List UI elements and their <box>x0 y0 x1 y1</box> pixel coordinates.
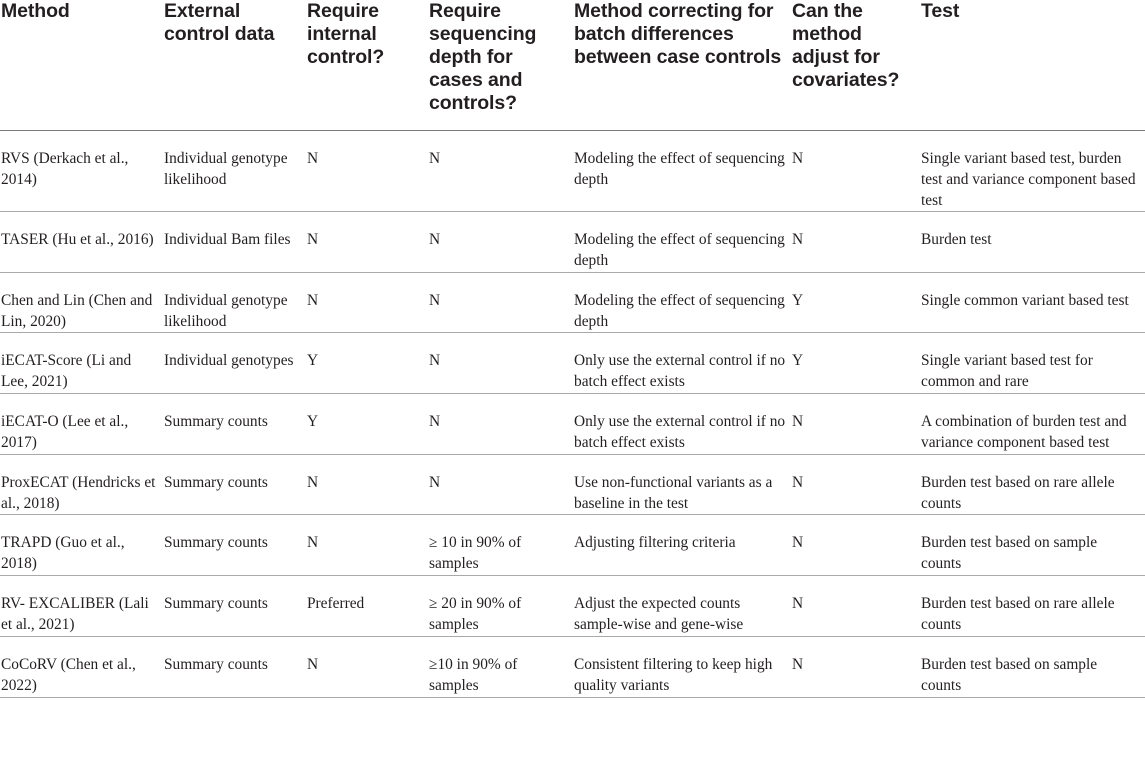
cell-internal-control: N <box>307 515 429 576</box>
cell-batch-correction: Modeling the effect of sequencing depth <box>574 131 792 212</box>
header-adjust-covariates: Can the method adjust for covariates? <box>792 0 921 131</box>
cell-sequencing-depth: N <box>429 131 574 212</box>
cell-sequencing-depth: N <box>429 273 574 333</box>
cell-test: Single variant based test, burden test and variance component based test <box>921 131 1145 212</box>
cell-batch-correction: Only use the external control if no batch effect exists <box>574 333 792 394</box>
cell-external-control: Individual Bam files <box>164 212 307 273</box>
cell-method: iECAT-O (Lee et al., 2017) <box>0 394 164 455</box>
cell-method: CoCoRV (Chen et al., 2022) <box>0 637 164 698</box>
header-require-internal-control: Require internal control? <box>307 0 429 131</box>
table-row <box>0 131 1145 212</box>
cell-test: Burden test based on rare allele counts <box>921 576 1145 637</box>
cell-external-control: Summary counts <box>164 455 307 515</box>
cell-external-control: Summary counts <box>164 515 307 576</box>
table-row <box>0 333 1145 394</box>
cell-sequencing-depth: N <box>429 212 574 273</box>
cell-method: iECAT-Score (Li and Lee, 2021) <box>0 333 164 394</box>
cell-external-control: Summary counts <box>164 394 307 455</box>
table-row <box>0 212 1145 273</box>
cell-internal-control: N <box>307 455 429 515</box>
cell-method: TASER (Hu et al., 2016) <box>0 212 164 273</box>
cell-internal-control: Preferred <box>307 576 429 637</box>
cell-internal-control: N <box>307 273 429 333</box>
cell-sequencing-depth: ≥ 10 in 90% of samples <box>429 515 574 576</box>
cell-batch-correction: Consistent filtering to keep high quality variants <box>574 637 792 698</box>
cell-batch-correction: Adjust the expected counts sample-wise and gene-wise <box>574 576 792 637</box>
cell-method: Chen and Lin (Chen and Lin, 2020) <box>0 273 164 333</box>
cell-test: Burden test based on sample counts <box>921 637 1145 698</box>
cell-covariates: N <box>792 212 921 273</box>
cell-test: Single common variant based test <box>921 273 1145 333</box>
cell-internal-control: Y <box>307 394 429 455</box>
cell-batch-correction: Use non-functional variants as a baseline in the test <box>574 455 792 515</box>
cell-test: Single variant based test for common and rare <box>921 333 1145 394</box>
header-row <box>0 0 1145 131</box>
cell-covariates: Y <box>792 333 921 394</box>
table-row <box>0 394 1145 455</box>
table-row <box>0 273 1145 333</box>
cell-sequencing-depth: N <box>429 394 574 455</box>
cell-covariates: N <box>792 394 921 455</box>
table-row <box>0 455 1145 515</box>
cell-batch-correction: Modeling the effect of sequencing depth <box>574 212 792 273</box>
cell-test: Burden test based on rare allele counts <box>921 455 1145 515</box>
table-row <box>0 637 1145 698</box>
cell-internal-control: N <box>307 212 429 273</box>
cell-test: Burden test based on sample counts <box>921 515 1145 576</box>
header-test: Test <box>921 0 1145 131</box>
table-row <box>0 576 1145 637</box>
cell-sequencing-depth: N <box>429 333 574 394</box>
table-header <box>0 0 1145 131</box>
cell-internal-control: N <box>307 131 429 212</box>
header-method: Method <box>0 0 164 131</box>
cell-covariates: N <box>792 455 921 515</box>
cell-covariates: N <box>792 637 921 698</box>
cell-internal-control: Y <box>307 333 429 394</box>
cell-external-control: Summary counts <box>164 637 307 698</box>
cell-external-control: Summary counts <box>164 576 307 637</box>
cell-covariates: N <box>792 131 921 212</box>
cell-covariates: Y <box>792 273 921 333</box>
header-require-sequencing-depth: Require sequencing depth for cases and controls? <box>429 0 574 131</box>
cell-internal-control: N <box>307 637 429 698</box>
cell-method: ProxECAT (Hendricks et al., 2018) <box>0 455 164 515</box>
cell-test: Burden test <box>921 212 1145 273</box>
cell-sequencing-depth: N <box>429 455 574 515</box>
cell-external-control: Individual genotype likelihood <box>164 131 307 212</box>
cell-method: RVS (Derkach et al., 2014) <box>0 131 164 212</box>
cell-test: A combination of burden test and variance component based test <box>921 394 1145 455</box>
header-external-control-data: External control data <box>164 0 307 131</box>
cell-sequencing-depth: ≥10 in 90% of samples <box>429 637 574 698</box>
cell-batch-correction: Adjusting filtering criteria <box>574 515 792 576</box>
cell-batch-correction: Only use the external control if no batch effect exists <box>574 394 792 455</box>
cell-method: RV- EXCALIBER (Lali et al., 2021) <box>0 576 164 637</box>
cell-external-control: Individual genotypes <box>164 333 307 394</box>
cell-batch-correction: Modeling the effect of sequencing depth <box>574 273 792 333</box>
cell-sequencing-depth: ≥ 20 in 90% of samples <box>429 576 574 637</box>
cell-method: TRAPD (Guo et al., 2018) <box>0 515 164 576</box>
cell-external-control: Individual genotype likelihood <box>164 273 307 333</box>
table-row <box>0 515 1145 576</box>
cell-covariates: N <box>792 576 921 637</box>
cell-covariates: N <box>792 515 921 576</box>
table-body <box>0 131 1145 698</box>
header-batch-correction-method: Method correcting for batch differences between case controls <box>574 0 792 131</box>
